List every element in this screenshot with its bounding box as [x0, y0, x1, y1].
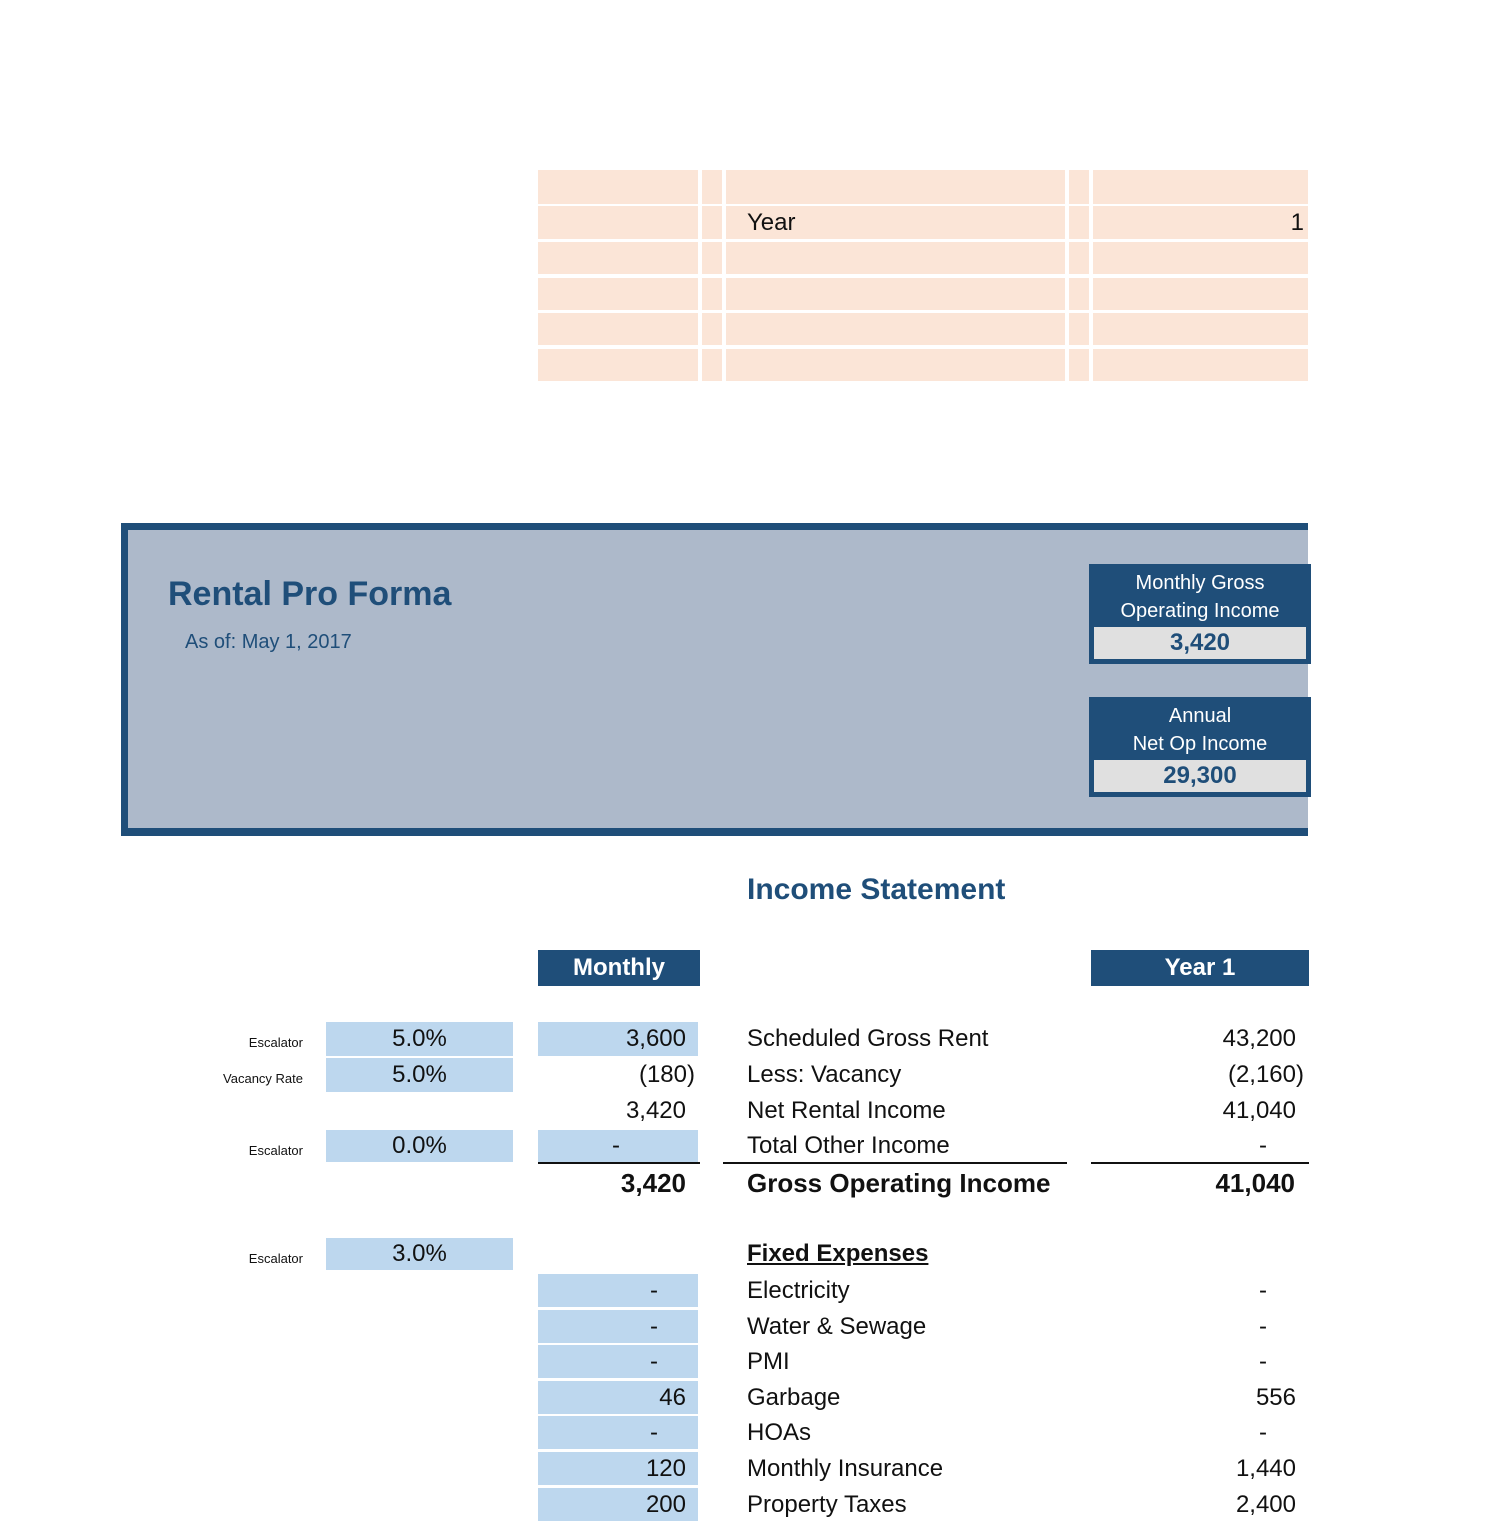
- kpi-annual-net-op: [1089, 697, 1311, 797]
- expense-label: Garbage: [747, 1384, 841, 1411]
- expense-escalator-input[interactable]: 3.0%: [326, 1238, 513, 1270]
- fixed-expenses-heading: Fixed Expenses: [747, 1240, 929, 1267]
- row-label: Total Other Income: [747, 1132, 950, 1159]
- side-label: Escalator: [248, 1035, 303, 1050]
- expense-monthly-input[interactable]: -: [538, 1416, 698, 1449]
- monthly-value: 3,420: [625, 1097, 686, 1124]
- expense-label: Electricity: [747, 1277, 850, 1304]
- top-table-cell: [726, 349, 1065, 381]
- vacancy-rate-input[interactable]: 5.0%: [326, 1058, 513, 1092]
- monthly-value-input[interactable]: -: [538, 1130, 698, 1162]
- kpi-annual-net-op-label2: Net Op Income: [1132, 733, 1268, 755]
- expense-monthly-input[interactable]: 200: [538, 1488, 698, 1521]
- expense-year-value: -: [1259, 1277, 1267, 1304]
- top-table-cell: [702, 313, 722, 345]
- top-table-cell: [702, 170, 722, 204]
- gross-total-monthly: 3,420: [620, 1168, 686, 1198]
- expense-year-value: 2,400: [1235, 1491, 1296, 1518]
- top-table-cell: [702, 242, 722, 274]
- kpi-annual-net-op-value: 29,300: [1094, 760, 1306, 792]
- side-label: Escalator: [248, 1143, 303, 1158]
- top-table-cell: [726, 313, 1065, 345]
- as-of-date: As of: May 1, 2017: [185, 631, 352, 653]
- section-heading: Income Statement: [747, 873, 1006, 906]
- kpi-monthly-gross-label1: Monthly Gross: [1135, 572, 1265, 594]
- expense-monthly-input[interactable]: -: [538, 1345, 698, 1378]
- escalator-input[interactable]: 5.0%: [326, 1022, 513, 1056]
- top-table-cell: [538, 242, 698, 274]
- kpi-monthly-gross-value: 3,420: [1094, 627, 1306, 659]
- top-table-cell: [538, 349, 698, 381]
- year-value: -: [1259, 1132, 1267, 1159]
- expense-label: PMI: [747, 1348, 790, 1375]
- escalator-input[interactable]: 0.0%: [326, 1130, 513, 1162]
- year-value: 41,040: [1222, 1097, 1296, 1124]
- top-table-cell: [1069, 349, 1089, 381]
- year-value: (2,160): [1227, 1061, 1304, 1088]
- expense-monthly-input[interactable]: 46: [538, 1381, 698, 1414]
- top-table-cell: [1069, 313, 1089, 345]
- page-title: Rental Pro Forma: [168, 575, 452, 613]
- top-year-value: 1: [1290, 209, 1304, 236]
- top-table-cell: [1069, 206, 1089, 239]
- top-table-cell: [702, 206, 722, 239]
- kpi-monthly-gross: [1089, 564, 1311, 664]
- side-label: Escalator: [248, 1251, 303, 1266]
- gross-total-label: Gross Operating Income: [747, 1168, 1051, 1198]
- col-header-monthly: Monthly: [538, 950, 700, 986]
- top-table-cell: [1093, 278, 1308, 310]
- gross-total-year: 41,040: [1215, 1168, 1295, 1198]
- expense-label: Property Taxes: [747, 1491, 907, 1518]
- kpi-monthly-gross-label2: Operating Income: [1120, 600, 1280, 622]
- col-header-year1: Year 1: [1091, 950, 1309, 986]
- top-table-cell: [538, 206, 698, 239]
- expense-year-value: 1,440: [1235, 1455, 1296, 1482]
- top-table-cell: [1093, 242, 1308, 274]
- top-table-cell: [538, 278, 698, 310]
- top-table-cell: [538, 170, 698, 204]
- top-table-cell: [1069, 242, 1089, 274]
- expense-monthly-input[interactable]: -: [538, 1274, 698, 1307]
- top-table-cell: [1093, 313, 1308, 345]
- total-rule-label: [723, 1162, 1067, 1164]
- expense-monthly-input[interactable]: 120: [538, 1452, 698, 1485]
- row-label: Scheduled Gross Rent: [747, 1025, 989, 1052]
- row-label: Less: Vacancy: [747, 1061, 902, 1088]
- year-value: 43,200: [1222, 1025, 1296, 1052]
- kpi-annual-net-op-label1: Annual: [1168, 705, 1232, 727]
- top-year-label: Year: [747, 209, 796, 236]
- expense-label: Water & Sewage: [747, 1313, 927, 1340]
- top-table-cell: [726, 278, 1065, 310]
- total-rule-monthly: [538, 1162, 700, 1164]
- top-table-cell: [1093, 170, 1308, 204]
- top-table-cell: [1093, 349, 1308, 381]
- side-label: Vacancy Rate: [223, 1071, 303, 1086]
- expense-year-value: 556: [1255, 1384, 1296, 1411]
- top-table-cell: [702, 278, 722, 310]
- monthly-value-input[interactable]: 3,600: [538, 1022, 698, 1056]
- row-label: Net Rental Income: [747, 1097, 946, 1124]
- top-table-cell: [1069, 170, 1089, 204]
- top-table-cell: [1069, 278, 1089, 310]
- expense-label: Monthly Insurance: [747, 1455, 944, 1482]
- top-table-cell: [538, 313, 698, 345]
- top-table-cell: [726, 242, 1065, 274]
- total-rule-year: [1091, 1162, 1309, 1164]
- expense-label: HOAs: [747, 1419, 812, 1446]
- top-table-cell: [726, 170, 1065, 204]
- expense-year-value: -: [1259, 1348, 1267, 1375]
- monthly-value: (180): [638, 1061, 695, 1088]
- expense-year-value: -: [1259, 1419, 1267, 1446]
- expense-monthly-input[interactable]: -: [538, 1310, 698, 1343]
- top-table-cell: [702, 349, 722, 381]
- expense-year-value: -: [1259, 1313, 1267, 1340]
